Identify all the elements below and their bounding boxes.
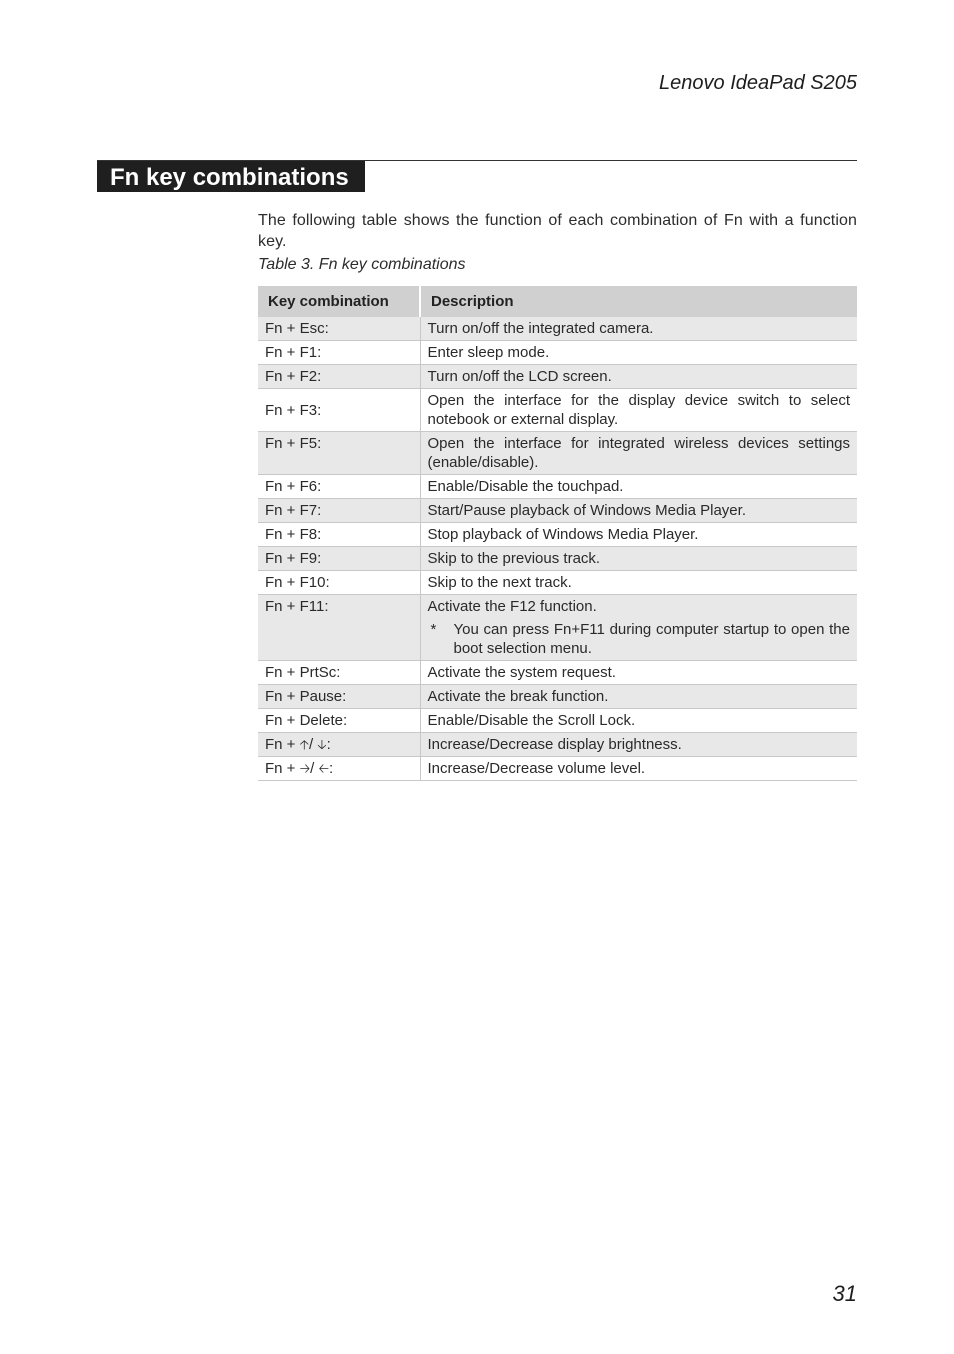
table-row (258, 523, 857, 547)
key-cell: Fn + Esc: (258, 317, 420, 341)
table-row (258, 595, 857, 661)
key-cell: Fn + F11: (258, 595, 420, 661)
description-cell: Start/Pause playback of Windows Media Player. (420, 499, 857, 523)
arrow-right-icon: 🡢 (299, 761, 311, 776)
key-prefix: Fn + (265, 760, 300, 777)
table-row (258, 499, 857, 523)
table-row (258, 661, 857, 685)
key-cell (258, 757, 420, 781)
arrow-down-icon: 🡣 (317, 737, 327, 752)
table-row (258, 733, 857, 757)
description-cell: Turn on/off the integrated camera. (420, 317, 857, 341)
key-separator: / (310, 760, 319, 777)
key-cell: Fn + Pause: (258, 685, 420, 709)
description-cell: Activate the break function. (420, 685, 857, 709)
description-cell: Stop playback of Windows Media Player. (420, 523, 857, 547)
description-cell: Enter sleep mode. (420, 341, 857, 365)
table-row (258, 757, 857, 781)
description-cell: Open the interface for the display device switch to select notebook or external display. (420, 389, 857, 432)
table-row (258, 365, 857, 389)
footnote-marker: * (430, 621, 437, 638)
table-row (258, 685, 857, 709)
column-header-key: Key combination (258, 286, 420, 317)
arrow-left-icon: 🡠 (318, 761, 330, 776)
key-separator: / (308, 736, 318, 753)
description-cell: Skip to the previous track. (420, 547, 857, 571)
table-row (258, 475, 857, 499)
section-title: Fn key combinations (97, 161, 365, 192)
key-prefix: Fn + (265, 736, 300, 753)
intro-paragraph: The following table shows the function of each combination of Fn with a function key. (258, 212, 857, 250)
column-header-description: Description (420, 286, 857, 317)
description-cell: Skip to the next track. (420, 571, 857, 595)
document-header-title: Lenovo IdeaPad S205 (659, 72, 857, 94)
key-suffix: : (326, 736, 331, 753)
key-cell: Fn + F2: (258, 365, 420, 389)
description-cell: Activate the system request. (420, 661, 857, 685)
key-cell: Fn + F8: (258, 523, 420, 547)
table-row (258, 389, 857, 432)
description-cell: Open the interface for integrated wireless devices settings (enable/disable). (420, 432, 857, 475)
table-row (258, 709, 857, 733)
key-cell: Fn + F5: (258, 432, 420, 475)
key-cell: Fn + F9: (258, 547, 420, 571)
key-cell: Fn + F7: (258, 499, 420, 523)
key-cell: Fn + F1: (258, 341, 420, 365)
footnote (428, 620, 851, 658)
description-cell: Increase/Decrease volume level. (420, 757, 857, 781)
description-cell: Enable/Disable the Scroll Lock. (420, 709, 857, 733)
table-row (258, 547, 857, 571)
arrow-up-icon: 🡡 (299, 737, 309, 752)
key-suffix: : (329, 760, 334, 777)
key-cell: Fn + Delete: (258, 709, 420, 733)
description-cell: Turn on/off the LCD screen. (420, 365, 857, 389)
table-header-row (258, 286, 857, 317)
table-row (258, 432, 857, 475)
key-cell (258, 733, 420, 757)
description-cell (420, 595, 857, 661)
fn-key-table (258, 286, 857, 781)
key-cell: Fn + F10: (258, 571, 420, 595)
table-caption: Table 3. Fn key combinations (258, 256, 466, 273)
description-text: Activate the F12 function. (427, 598, 597, 615)
description-cell: Increase/Decrease display brightness. (420, 733, 857, 757)
page-number: 31 (832, 1281, 857, 1306)
footnote-text: You can press Fn+F11 during computer startup to open the boot selection menu. (453, 621, 850, 657)
table-row (258, 341, 857, 365)
main-content (258, 210, 857, 781)
table-row (258, 317, 857, 341)
key-cell: Fn + F3: (258, 389, 420, 432)
table-row (258, 571, 857, 595)
key-cell: Fn + F6: (258, 475, 420, 499)
description-cell: Enable/Disable the touchpad. (420, 475, 857, 499)
key-cell: Fn + PrtSc: (258, 661, 420, 685)
